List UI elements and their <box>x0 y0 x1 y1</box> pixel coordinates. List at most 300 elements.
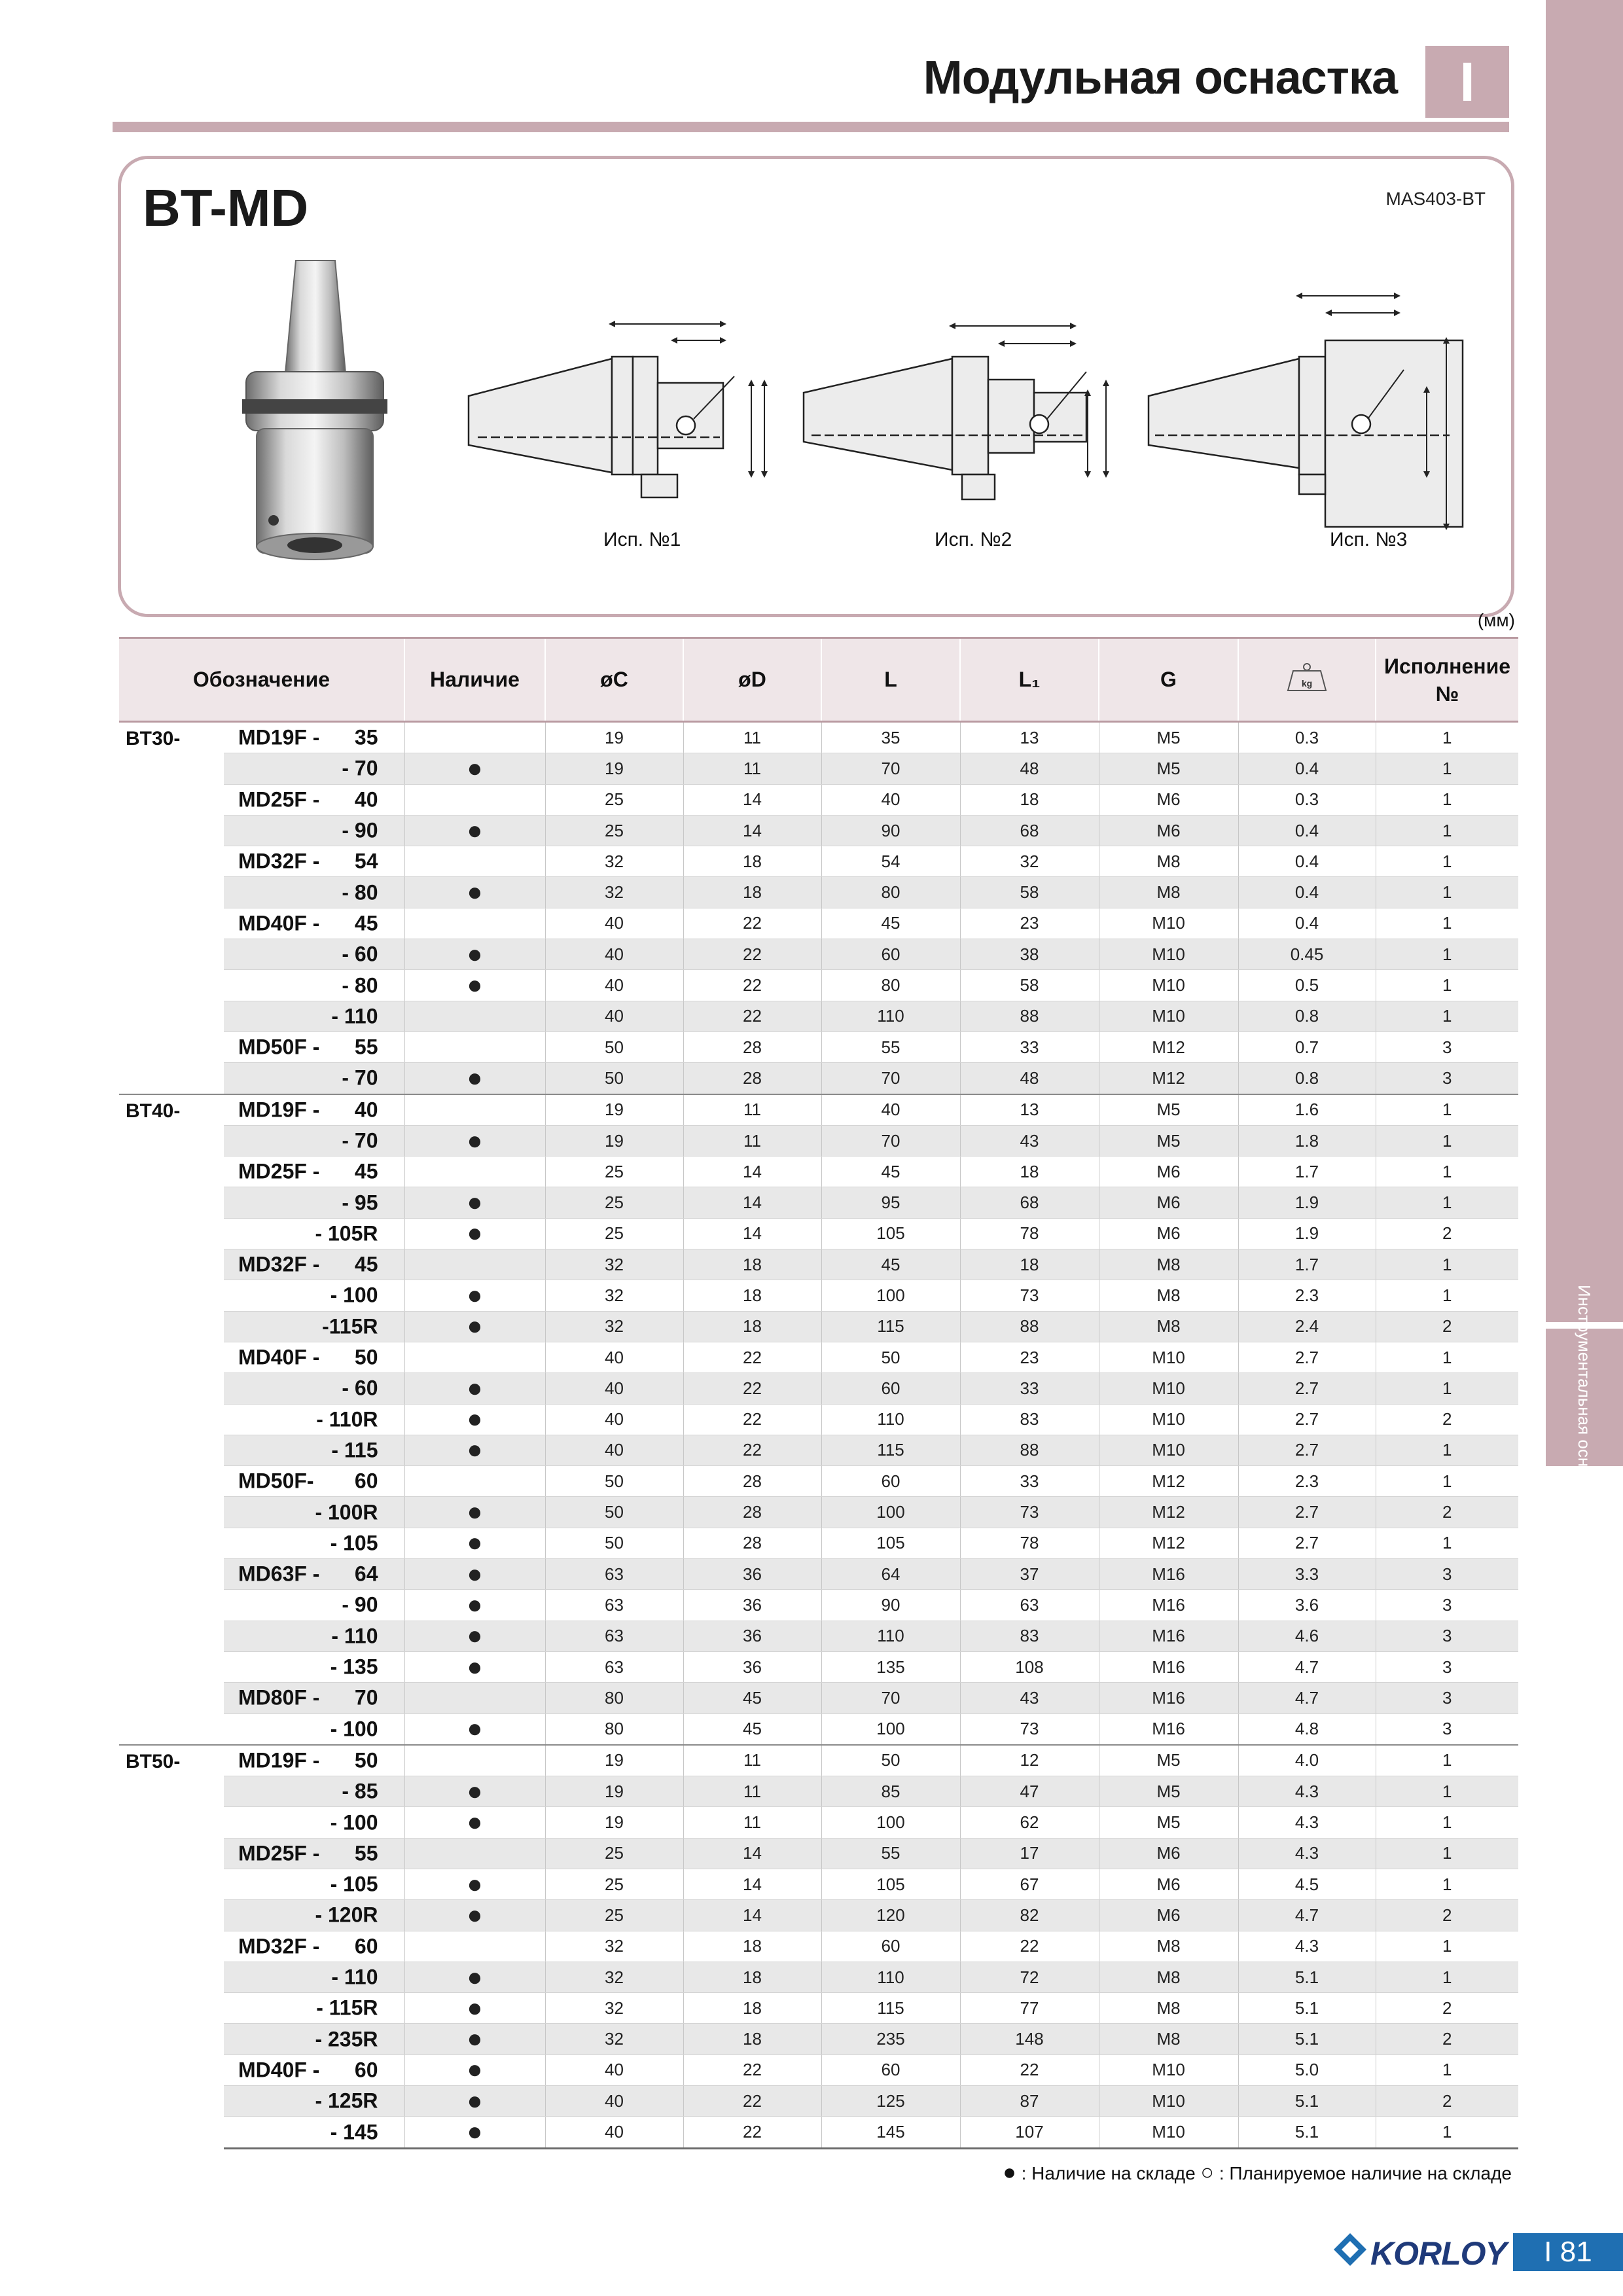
legend <box>1003 2160 1512 2185</box>
cell-l1: 68 <box>960 815 1099 846</box>
cell-type: 3 <box>1376 1651 1518 1682</box>
cell-l: 40 <box>821 1094 960 1126</box>
col-designation: Обозначение <box>119 638 404 722</box>
model-cell <box>224 1187 404 1218</box>
side-tab-label: Инструментальная оснастка <box>1575 1284 1594 1511</box>
cell-l1: 107 <box>960 2117 1099 2148</box>
table-row <box>119 1962 1518 1992</box>
stock-cell <box>404 1001 545 1031</box>
model-size: - 90 <box>342 1592 378 1617</box>
cell-g: M10 <box>1099 1435 1238 1465</box>
cell-g: M16 <box>1099 1590 1238 1621</box>
cell-w: 2.7 <box>1238 1528 1376 1558</box>
stock-cell <box>404 1094 545 1126</box>
cell-l: 60 <box>821 1373 960 1404</box>
col-weight <box>1238 638 1376 722</box>
cell-c: 40 <box>545 1373 683 1404</box>
model-size: - 95 <box>342 1191 378 1215</box>
cell-type: 1 <box>1376 1373 1518 1404</box>
cell-c: 40 <box>545 1342 683 1372</box>
stock-cell <box>404 1838 545 1869</box>
model-size: - 105 <box>330 1531 378 1555</box>
model-cell <box>224 2024 404 2054</box>
cell-c: 25 <box>545 1218 683 1249</box>
cell-l1: 23 <box>960 908 1099 939</box>
cell-c: 32 <box>545 846 683 877</box>
cell-l: 80 <box>821 970 960 1001</box>
cell-type: 1 <box>1376 815 1518 846</box>
cell-g: M10 <box>1099 939 1238 970</box>
model-size: - 100 <box>330 1810 378 1835</box>
model-size: - 235R <box>315 2027 378 2051</box>
cell-l: 60 <box>821 2054 960 2085</box>
cell-type: 1 <box>1376 722 1518 753</box>
cell-l: 45 <box>821 1249 960 1280</box>
cell-type: 1 <box>1376 1962 1518 1992</box>
cell-g: M10 <box>1099 2117 1238 2148</box>
group-cell: BT30- <box>119 722 224 1094</box>
cell-g: M5 <box>1099 1807 1238 1838</box>
cell-g: M5 <box>1099 1094 1238 1126</box>
table-row <box>119 1931 1518 1962</box>
cell-c: 19 <box>545 1094 683 1126</box>
model-cell <box>224 1931 404 1962</box>
cell-type: 1 <box>1376 1776 1518 1807</box>
cell-l: 110 <box>821 1404 960 1435</box>
cell-w: 0.5 <box>1238 970 1376 1001</box>
cell-c: 63 <box>545 1651 683 1682</box>
cell-w: 4.6 <box>1238 1621 1376 1651</box>
cell-d: 22 <box>683 2054 821 2085</box>
model-size: - 100 <box>330 1283 378 1307</box>
stock-cell <box>404 1249 545 1280</box>
cell-type: 2 <box>1376 1311 1518 1342</box>
model-cell <box>224 1342 404 1372</box>
cell-c: 32 <box>545 1280 683 1311</box>
cell-c: 40 <box>545 1001 683 1031</box>
model-cell <box>224 846 404 877</box>
cell-c: 25 <box>545 1187 683 1218</box>
cell-c: 25 <box>545 815 683 846</box>
cell-type: 1 <box>1376 846 1518 877</box>
table-row <box>119 970 1518 1001</box>
model-size: - 60 <box>342 1376 378 1400</box>
cell-l: 115 <box>821 1435 960 1465</box>
model-cell <box>224 1713 404 1745</box>
model-size: - 110 <box>331 1624 378 1648</box>
model-cell <box>224 815 404 846</box>
model-name: MD32F - <box>238 1252 320 1276</box>
variant-1-label: Исп. №1 <box>603 529 681 550</box>
cell-c: 19 <box>545 1745 683 1776</box>
cell-l: 105 <box>821 1528 960 1558</box>
side-tab[interactable] <box>1546 1284 1623 1511</box>
cell-d: 28 <box>683 1466 821 1497</box>
model-cell <box>224 1311 404 1342</box>
stock-cell <box>404 1342 545 1372</box>
cell-w: 5.0 <box>1238 2054 1376 2085</box>
cell-c: 32 <box>545 1931 683 1962</box>
cell-c: 32 <box>545 2024 683 2054</box>
cell-type: 2 <box>1376 1900 1518 1931</box>
cell-c: 40 <box>545 2054 683 2085</box>
cell-l1: 43 <box>960 1125 1099 1156</box>
cell-l1: 18 <box>960 784 1099 815</box>
cell-g: M12 <box>1099 1031 1238 1062</box>
model-cell <box>224 970 404 1001</box>
drawing-variant-3 <box>1149 340 1463 527</box>
cell-g: M8 <box>1099 1280 1238 1311</box>
cell-g: M16 <box>1099 1621 1238 1651</box>
model-size: - 80 <box>342 880 378 905</box>
cell-type: 1 <box>1376 970 1518 1001</box>
cell-c: 80 <box>545 1683 683 1713</box>
stock-cell: ● <box>404 1063 545 1094</box>
cell-g: M8 <box>1099 877 1238 908</box>
model-size: - 105R <box>315 1221 378 1246</box>
group-cell: BT40- <box>119 1094 224 1745</box>
cell-c: 25 <box>545 1869 683 1899</box>
group-cell: BT50- <box>119 1745 224 2148</box>
table-row <box>119 2054 1518 2085</box>
cell-g: M12 <box>1099 1528 1238 1558</box>
stock-cell: ● <box>404 2054 545 2085</box>
cell-c: 40 <box>545 970 683 1001</box>
cell-g: M10 <box>1099 1342 1238 1372</box>
cell-w: 0.4 <box>1238 846 1376 877</box>
cell-d: 14 <box>683 784 821 815</box>
cell-l1: 33 <box>960 1373 1099 1404</box>
cell-w: 4.7 <box>1238 1683 1376 1713</box>
table-row <box>119 877 1518 908</box>
cell-d: 18 <box>683 877 821 908</box>
cell-l1: 17 <box>960 1838 1099 1869</box>
model-cell <box>224 1745 404 1776</box>
cell-c: 32 <box>545 1962 683 1992</box>
cell-w: 2.7 <box>1238 1404 1376 1435</box>
cell-d: 11 <box>683 1094 821 1126</box>
section-badge: I <box>1425 46 1509 118</box>
cell-l1: 78 <box>960 1218 1099 1249</box>
table-row <box>119 908 1518 939</box>
cell-l1: 72 <box>960 1962 1099 1992</box>
cell-l1: 32 <box>960 846 1099 877</box>
col-c: øC <box>545 638 683 722</box>
model-size: 35 <box>354 725 378 749</box>
cell-l1: 88 <box>960 1311 1099 1342</box>
stock-cell <box>404 1157 545 1187</box>
legend-planned: : Планируемое наличие на складе <box>1219 2163 1512 2183</box>
model-cell <box>224 1094 404 1126</box>
stock-cell: ● <box>404 2117 545 2148</box>
model-cell <box>224 1590 404 1621</box>
model-size: 45 <box>354 1159 378 1183</box>
stock-cell: ● <box>404 1125 545 1156</box>
cell-w: 1.6 <box>1238 1094 1376 1126</box>
cell-d: 11 <box>683 1776 821 1807</box>
cell-type: 2 <box>1376 1404 1518 1435</box>
cell-l1: 18 <box>960 1249 1099 1280</box>
cell-w: 4.3 <box>1238 1776 1376 1807</box>
cell-type: 3 <box>1376 1683 1518 1713</box>
cell-type: 1 <box>1376 1001 1518 1031</box>
stock-cell: ● <box>404 1993 545 2024</box>
stock-cell: ● <box>404 970 545 1001</box>
cell-g: M6 <box>1099 1187 1238 1218</box>
cell-w: 1.9 <box>1238 1187 1376 1218</box>
cell-d: 18 <box>683 1962 821 1992</box>
cell-l: 110 <box>821 1962 960 1992</box>
cell-l: 115 <box>821 1311 960 1342</box>
cell-l: 45 <box>821 1157 960 1187</box>
table-row <box>119 815 1518 846</box>
cell-type: 1 <box>1376 1869 1518 1899</box>
model-name: MD40F - <box>238 1345 320 1369</box>
cell-g: M6 <box>1099 1900 1238 1931</box>
cell-d: 14 <box>683 815 821 846</box>
cell-w: 3.3 <box>1238 1559 1376 1590</box>
cell-type: 3 <box>1376 1559 1518 1590</box>
cell-g: M10 <box>1099 1404 1238 1435</box>
cell-c: 25 <box>545 784 683 815</box>
cell-l1: 58 <box>960 970 1099 1001</box>
cell-c: 32 <box>545 877 683 908</box>
cell-g: M5 <box>1099 1745 1238 1776</box>
cell-c: 19 <box>545 722 683 753</box>
model-cell <box>224 877 404 908</box>
cell-w: 3.6 <box>1238 1590 1376 1621</box>
model-size: - 80 <box>342 973 378 997</box>
cell-type: 2 <box>1376 1993 1518 2024</box>
model-name: MD50F - <box>238 1035 320 1059</box>
stock-cell: ● <box>404 1621 545 1651</box>
stock-cell: ● <box>404 1807 545 1838</box>
cell-l: 125 <box>821 2086 960 2117</box>
stock-cell <box>404 1466 545 1497</box>
cell-l: 90 <box>821 815 960 846</box>
model-size: - 105 <box>330 1872 378 1896</box>
cell-l1: 43 <box>960 1683 1099 1713</box>
cell-l: 105 <box>821 1218 960 1249</box>
table-row <box>119 1342 1518 1372</box>
model-size: - 110R <box>316 1407 378 1431</box>
model-name: MD19F - <box>238 725 320 749</box>
in-stock-icon: ● <box>1003 2160 1016 2185</box>
stock-cell: ● <box>404 1651 545 1682</box>
cell-type: 3 <box>1376 1590 1518 1621</box>
standard-label: MAS403-BT <box>1385 188 1486 209</box>
cell-l1: 83 <box>960 1404 1099 1435</box>
cell-g: M12 <box>1099 1063 1238 1094</box>
model-cell <box>224 1031 404 1062</box>
model-size: 54 <box>354 849 378 873</box>
cell-g: M5 <box>1099 1125 1238 1156</box>
table-row <box>119 1745 1518 1776</box>
cell-w: 0.4 <box>1238 908 1376 939</box>
model-cell <box>224 1280 404 1311</box>
cell-type: 1 <box>1376 1838 1518 1869</box>
cell-l1: 63 <box>960 1590 1099 1621</box>
cell-l1: 13 <box>960 722 1099 753</box>
model-cell <box>224 1001 404 1031</box>
cell-l1: 77 <box>960 1993 1099 2024</box>
cell-c: 63 <box>545 1590 683 1621</box>
cell-w: 2.7 <box>1238 1342 1376 1372</box>
cell-l: 90 <box>821 1590 960 1621</box>
cell-type: 3 <box>1376 1621 1518 1651</box>
cell-g: M6 <box>1099 1157 1238 1187</box>
legend-in-stock: : Наличие на складе <box>1021 2163 1196 2183</box>
cell-w: 0.4 <box>1238 753 1376 784</box>
cell-w: 1.7 <box>1238 1157 1376 1187</box>
model-name: MD19F - <box>238 1748 320 1772</box>
cell-type: 1 <box>1376 1094 1518 1126</box>
model-cell <box>224 1063 404 1094</box>
cell-c: 50 <box>545 1466 683 1497</box>
cell-d: 36 <box>683 1621 821 1651</box>
cell-l1: 13 <box>960 1094 1099 1126</box>
cell-c: 40 <box>545 939 683 970</box>
cell-g: M10 <box>1099 1373 1238 1404</box>
cell-g: M12 <box>1099 1466 1238 1497</box>
cell-type: 1 <box>1376 1435 1518 1465</box>
cell-c: 50 <box>545 1063 683 1094</box>
cell-w: 4.8 <box>1238 1713 1376 1745</box>
cell-l: 115 <box>821 1993 960 2024</box>
cell-w: 4.0 <box>1238 1745 1376 1776</box>
cell-w: 2.4 <box>1238 1311 1376 1342</box>
cell-l: 70 <box>821 1683 960 1713</box>
stock-cell: ● <box>404 2024 545 2054</box>
stock-cell: ● <box>404 939 545 970</box>
variant-3-label: Исп. №3 <box>1330 529 1408 550</box>
table-row <box>119 1651 1518 1682</box>
cell-d: 14 <box>683 1838 821 1869</box>
cell-w: 4.7 <box>1238 1651 1376 1682</box>
cell-g: M10 <box>1099 970 1238 1001</box>
cell-w: 0.3 <box>1238 722 1376 753</box>
cell-c: 40 <box>545 908 683 939</box>
cell-type: 1 <box>1376 1466 1518 1497</box>
cell-d: 45 <box>683 1713 821 1745</box>
cell-d: 36 <box>683 1559 821 1590</box>
table-row <box>119 1590 1518 1621</box>
cell-type: 1 <box>1376 1342 1518 1372</box>
cell-type: 3 <box>1376 1031 1518 1062</box>
cell-g: M6 <box>1099 1218 1238 1249</box>
cell-c: 25 <box>545 1157 683 1187</box>
col-stock: Наличие <box>404 638 545 722</box>
cell-l: 70 <box>821 753 960 784</box>
cell-l1: 33 <box>960 1031 1099 1062</box>
model-name: MD25F - <box>238 787 320 812</box>
cell-d: 22 <box>683 1001 821 1031</box>
cell-l1: 73 <box>960 1497 1099 1528</box>
cell-d: 11 <box>683 1807 821 1838</box>
cell-w: 4.5 <box>1238 1869 1376 1899</box>
cell-d: 28 <box>683 1031 821 1062</box>
model-size: - 70 <box>342 756 378 780</box>
table-row <box>119 846 1518 877</box>
cell-l: 60 <box>821 939 960 970</box>
cell-g: M5 <box>1099 1776 1238 1807</box>
cell-c: 19 <box>545 753 683 784</box>
stock-cell: ● <box>404 1280 545 1311</box>
model-cell <box>224 1435 404 1465</box>
cell-l1: 18 <box>960 1157 1099 1187</box>
cell-l1: 48 <box>960 753 1099 784</box>
page-title: Модульная оснастка <box>923 52 1397 104</box>
cell-d: 14 <box>683 1157 821 1187</box>
model-size: - 110 <box>331 1004 378 1028</box>
table-row <box>119 1900 1518 1931</box>
stock-cell: ● <box>404 1528 545 1558</box>
cell-d: 28 <box>683 1063 821 1094</box>
model-size: - 120R <box>315 1903 378 1927</box>
stock-cell <box>404 784 545 815</box>
product-code: BT-MD <box>143 179 309 237</box>
table-row <box>119 1280 1518 1311</box>
model-cell <box>224 1157 404 1187</box>
cell-c: 25 <box>545 1900 683 1931</box>
korloy-logo-icon <box>1332 2232 1368 2267</box>
cell-g: M8 <box>1099 1931 1238 1962</box>
product-drawings <box>0 0 1623 615</box>
cell-w: 0.45 <box>1238 939 1376 970</box>
cell-g: M10 <box>1099 1001 1238 1031</box>
cell-type: 1 <box>1376 2054 1518 2085</box>
table-row <box>119 939 1518 970</box>
cell-l1: 88 <box>960 1001 1099 1031</box>
cell-c: 50 <box>545 1528 683 1558</box>
table-row <box>119 753 1518 784</box>
cell-type: 1 <box>1376 1249 1518 1280</box>
model-size: 55 <box>354 1035 378 1059</box>
table-row <box>119 1497 1518 1528</box>
cell-l: 85 <box>821 1776 960 1807</box>
model-cell <box>224 753 404 784</box>
cell-l: 100 <box>821 1280 960 1311</box>
cell-c: 32 <box>545 1249 683 1280</box>
cell-g: M6 <box>1099 1869 1238 1899</box>
cell-w: 5.1 <box>1238 2117 1376 2148</box>
cell-d: 18 <box>683 1993 821 2024</box>
table-row <box>119 1031 1518 1062</box>
cell-type: 1 <box>1376 1280 1518 1311</box>
model-name: MD80F - <box>238 1685 320 1710</box>
model-size: - 85 <box>342 1779 378 1803</box>
cell-l1: 22 <box>960 2054 1099 2085</box>
model-cell <box>224 1683 404 1713</box>
model-name: MD32F - <box>238 1934 320 1958</box>
stock-cell: ● <box>404 1559 545 1590</box>
model-cell <box>224 2086 404 2117</box>
cell-c: 50 <box>545 1497 683 1528</box>
cell-c: 40 <box>545 2086 683 2117</box>
table-row <box>119 1528 1518 1558</box>
model-size: 60 <box>354 1469 378 1493</box>
table-row <box>119 1311 1518 1342</box>
cell-w: 4.3 <box>1238 1838 1376 1869</box>
table-row <box>119 1125 1518 1156</box>
model-size: - 115 <box>331 1438 378 1462</box>
cell-w: 0.8 <box>1238 1001 1376 1031</box>
model-name: MD50F- <box>238 1469 314 1493</box>
cell-type: 1 <box>1376 753 1518 784</box>
col-l1: L₁ <box>960 638 1099 722</box>
drawing-variant-2 <box>804 357 1086 499</box>
model-cell <box>224 2117 404 2148</box>
